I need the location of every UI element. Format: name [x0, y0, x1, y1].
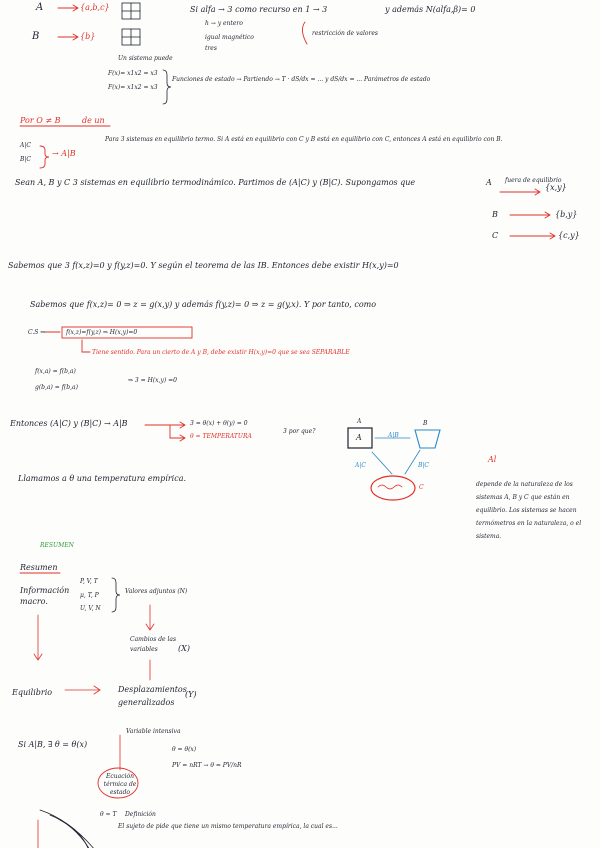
eq-3: 3 por que? [283, 428, 316, 435]
note-y: y además N(alfa,β)= 0 [385, 5, 476, 14]
sub-text: h → y entero [205, 20, 243, 27]
restriction-note: restricción de valores [312, 30, 379, 37]
box-label: A [356, 433, 362, 442]
sean-text: Sean A, B y C 3 sistemas en equilibrio termodinámico. Partimos de (A|C) y (B|C). Supongamos que [15, 178, 416, 187]
side-note: depende de la naturaleza de los sistemas A, B y C que están en equilibrio. Los sistemas se hacen termómetros en la naturaleza, o el sistema. [476, 481, 582, 540]
bottom2: Definición [125, 811, 156, 818]
si-text: Si alfa → 3 como recurso en 1 → 3 [190, 5, 328, 14]
section1-tag: de un [82, 116, 105, 125]
sabemos2-text: Sabemos que f(x,z)= 0 ⇒ z = g(x,y) y además f(y,z)= 0 ⇒ z = g(y,x). Y por tanto, como [30, 300, 377, 309]
brace-label: Valores adjuntos (N) [125, 588, 188, 595]
entonces-text: Entonces (A|C) y (B|C) → A|B [10, 419, 128, 428]
green-title: RESUMEN [40, 542, 74, 549]
eq-b: PV = nRT → θ = PV/nR [172, 762, 242, 769]
formula-1: F(x)= x1x2 = x3 [108, 70, 158, 77]
result2: ⇒ 3 = H(x,y) =0 [128, 377, 177, 384]
line-a: f(x,a) = f(b,a) [35, 368, 76, 375]
llamamos-text: Llamamos a θ una temperatura empírica. [18, 474, 186, 483]
line-b: g(b,a) = f(b,a) [35, 384, 78, 391]
zeroth-law-desc: Para 3 sistemas en equilibrio termo. Si A está en equilibrio con C y B está en equilibrio con C, entonces A está en equilibrio con B. [105, 136, 503, 143]
circle-text: Ecuación térmica de estado [103, 773, 137, 796]
set-c2: {c,y} [558, 231, 580, 240]
eq-box-text: f(x,z)=f(y,z) ⇒ H(x,y)=0 [66, 329, 138, 336]
arrow-bc-label: A|C [355, 462, 366, 469]
desp-label: (Y) [185, 690, 197, 699]
label-a: A [36, 2, 44, 13]
cond-a-sub: fuera de equilibrio [505, 177, 562, 184]
red-sub: θ = TEMPERATURA [190, 433, 252, 440]
pair-bc: B|C [20, 156, 32, 163]
section1-title: Por O ≠ B [20, 116, 61, 125]
set-a: {a,b,c} [80, 3, 110, 12]
desp-text: Desplazamientos generalizados [118, 685, 187, 707]
brace3: U, V, N [80, 605, 101, 612]
iglesias-text: igual magnético [205, 34, 254, 41]
pair-result: → A|B [52, 149, 76, 158]
brace1: P, V, T [80, 578, 98, 585]
eq-prefix: C.S ⇒ [28, 329, 46, 336]
system-b-box [415, 430, 440, 448]
box-top: A [357, 418, 362, 425]
sabemos-text: Sabemos que 3 f(x,z)=0 y f(y,z)=0. Y según el teorema de las IB. Entonces debe existir H(x,y)=0 [8, 261, 399, 270]
set-b: {b} [80, 32, 96, 41]
info-macro: Información macro. [20, 586, 70, 606]
si-ab-text: Si A|B, ∃ θ = θ(x) [18, 740, 88, 749]
sub-eq: 3 = θ(x) + θ(y) = 0 [190, 420, 248, 427]
pair-ac: A|C [20, 142, 31, 149]
bottom1: θ ≈ T [100, 811, 117, 818]
label-b: B [32, 31, 40, 42]
resumen-text: Resumen [20, 563, 58, 572]
formula-2: F(x)= x1x2 = x3 [108, 84, 158, 91]
circle-label: C [419, 484, 424, 491]
brace2: μ, T, P [80, 592, 99, 599]
arrow-ac-label: A|B [388, 432, 399, 439]
formula-long: Funciones de estado → Partiendo → T · dS/dx = ... y dS/dx = ... Parámetros de estado [172, 76, 431, 83]
quote-text: El sujeto de pide que tiene un mismo temperatura empírica, la cual es... [118, 823, 338, 830]
set-a2: {x,y} [545, 183, 567, 192]
right-top: B [423, 420, 428, 427]
cambio-text: Cambios de las variables [130, 636, 177, 653]
sub-note: Un sistema puede [118, 55, 173, 62]
red-note: Tiene sentido. Para un cierto de A y B, debe existir H(x,y)=0 que se sea SEPARABLE [92, 349, 350, 356]
cond-a: A [486, 178, 492, 187]
cond-b: B [492, 210, 498, 219]
cond-c: C [492, 231, 499, 240]
side-note-red: Al [488, 455, 497, 464]
cambio-label: (X) [178, 644, 190, 653]
equilibrio-text: Equilibrio [12, 688, 53, 697]
arrow-ab-label: B|C [418, 462, 430, 469]
tres-text: tres [205, 45, 217, 52]
eq-a: θ = θ(x) [172, 746, 197, 753]
variable-text: Variable intensiva [126, 728, 181, 735]
set-b2: {b,y} [555, 210, 578, 219]
